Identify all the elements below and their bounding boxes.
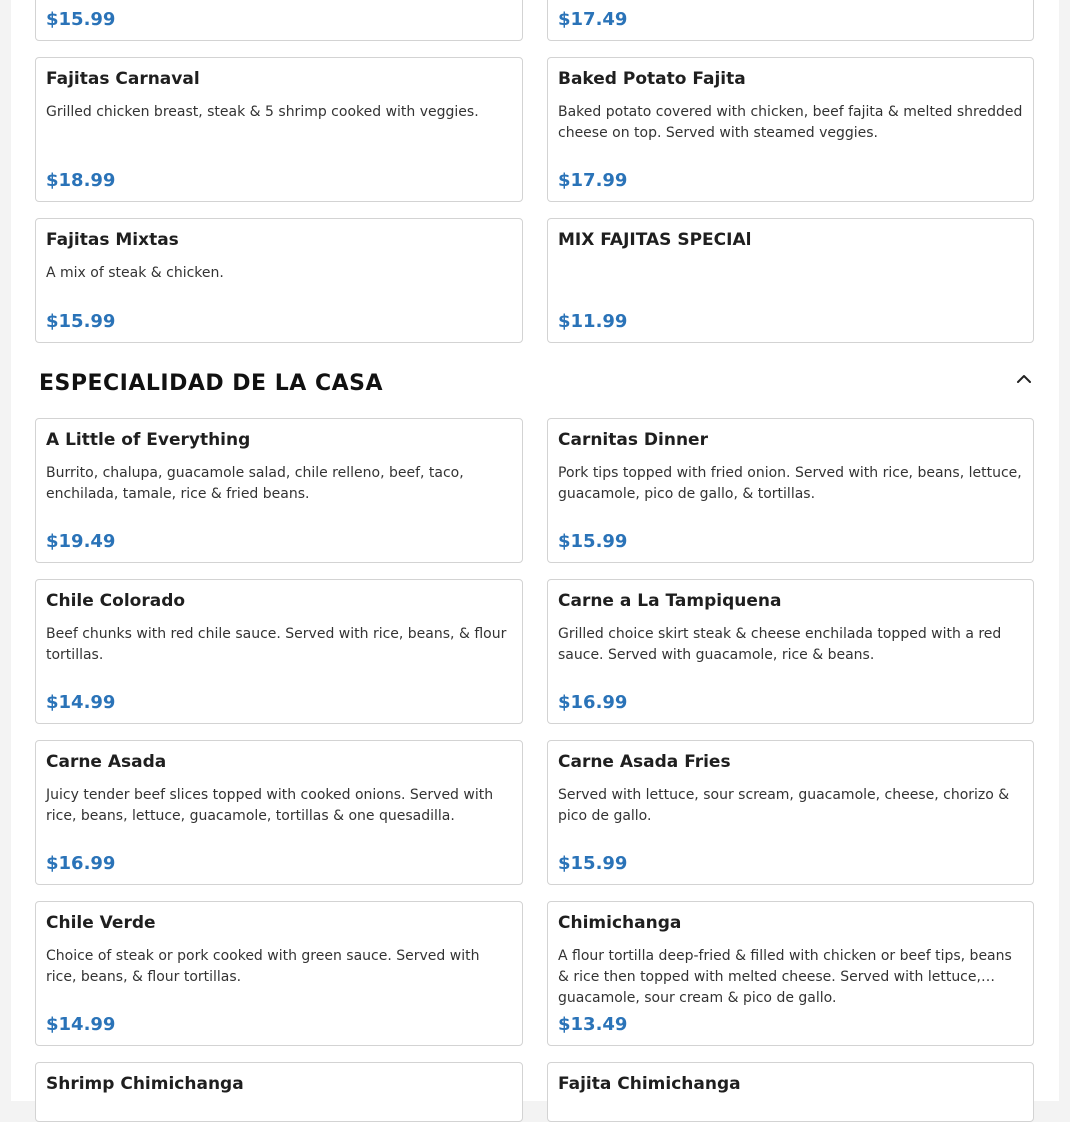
- item-name: A Little of Everything: [46, 430, 251, 450]
- item-price: $15.99: [46, 311, 116, 332]
- menu-item-card[interactable]: [35, 418, 523, 563]
- item-price: $14.99: [46, 1014, 116, 1035]
- menu-item-card[interactable]: [35, 0, 523, 41]
- item-name: Carnitas Dinner: [558, 430, 708, 450]
- item-price: $17.49: [558, 9, 628, 30]
- section-title: ESPECIALIDAD DE LA CASA: [39, 371, 383, 396]
- menu-item-card[interactable]: [547, 901, 1034, 1046]
- menu-item-card[interactable]: [35, 1062, 523, 1122]
- item-name: Carne Asada Fries: [558, 752, 731, 772]
- item-name: Chimichanga: [558, 913, 682, 933]
- item-description: Baked potato covered with chicken, beef fajita & melted shredded cheese on top. Served with steamed veggies.: [558, 104, 1023, 141]
- item-price: $17.99: [558, 170, 628, 191]
- menu-item-card[interactable]: [547, 0, 1034, 41]
- item-price: $16.99: [558, 692, 628, 713]
- item-price: $16.99: [46, 853, 116, 874]
- item-price: $13.49: [558, 1014, 628, 1035]
- item-name: Carne Asada: [46, 752, 167, 772]
- item-price: $11.99: [558, 311, 628, 332]
- menu-item-card[interactable]: [547, 1062, 1034, 1122]
- item-description: A flour tortilla deep-fried & filled with chicken or beef tips, beans & rice then topped with melted cheese. Served with lettuce, guacamole, sour cream & pico de gallo.: [558, 948, 1012, 1006]
- item-description: Burrito, chalupa, guacamole salad, chile relleno, beef, taco, enchilada, tamale, rice & fried beans.: [46, 465, 464, 502]
- menu-item-card[interactable]: [35, 57, 523, 202]
- section-header[interactable]: [35, 363, 1034, 403]
- item-description: Grilled chicken breast, steak & 5 shrimp cooked with veggies.: [46, 104, 479, 120]
- menu-item-card[interactable]: [547, 57, 1034, 202]
- menu-item-card[interactable]: [35, 901, 523, 1046]
- item-price: $15.99: [558, 531, 628, 552]
- item-name: MIX FAJITAS SPECIAl: [558, 230, 752, 250]
- item-description: Grilled choice skirt steak & cheese enchilada topped with a red sauce. Served with guacamole, rice & beans.: [558, 626, 1002, 663]
- item-price: $15.99: [558, 853, 628, 874]
- menu-page: [11, 0, 1059, 1101]
- item-name: Carne a La Tampiquena: [558, 591, 782, 611]
- menu-item-card[interactable]: [547, 740, 1034, 885]
- menu-item-card[interactable]: [547, 579, 1034, 724]
- menu-item-card[interactable]: [547, 418, 1034, 563]
- item-description: Choice of steak or pork cooked with green sauce. Served with rice, beans, & flour tortillas.: [46, 948, 480, 985]
- item-price: $15.99: [46, 9, 116, 30]
- item-description: Juicy tender beef slices topped with cooked onions. Served with rice, beans, lettuce, guacamole, tortillas & one quesadilla.: [46, 787, 494, 824]
- item-description: Served with lettuce, sour scream, guacamole, cheese, chorizo & pico de gallo.: [558, 787, 1010, 824]
- item-name: Fajita Chimichanga: [558, 1074, 741, 1094]
- item-description: A mix of steak & chicken.: [46, 265, 224, 281]
- item-description: [558, 263, 1023, 305]
- item-price: $19.49: [46, 531, 116, 552]
- item-name: Fajitas Mixtas: [46, 230, 179, 250]
- item-description: Beef chunks with red chile sauce. Served with rice, beans, & flour tortillas.: [46, 626, 507, 663]
- item-price: $18.99: [46, 170, 116, 191]
- item-name: Shrimp Chimichanga: [46, 1074, 244, 1094]
- item-name: Baked Potato Fajita: [558, 69, 746, 89]
- especialidad-items-grid: [35, 418, 1034, 1122]
- item-name: Chile Verde: [46, 913, 156, 933]
- item-price: $14.99: [46, 692, 116, 713]
- menu-item-card[interactable]: [547, 218, 1034, 343]
- menu-item-card[interactable]: [35, 218, 523, 343]
- menu-item-card[interactable]: [35, 740, 523, 885]
- fajitas-items-grid: [35, 0, 1034, 343]
- menu-item-card[interactable]: [35, 579, 523, 724]
- chevron-up-icon[interactable]: [1014, 369, 1034, 389]
- item-name: Chile Colorado: [46, 591, 186, 611]
- item-name: Fajitas Carnaval: [46, 69, 200, 89]
- item-description: Pork tips topped with fried onion. Served with rice, beans, lettuce, guacamole, pico de gallo, & tortillas.: [558, 465, 1022, 502]
